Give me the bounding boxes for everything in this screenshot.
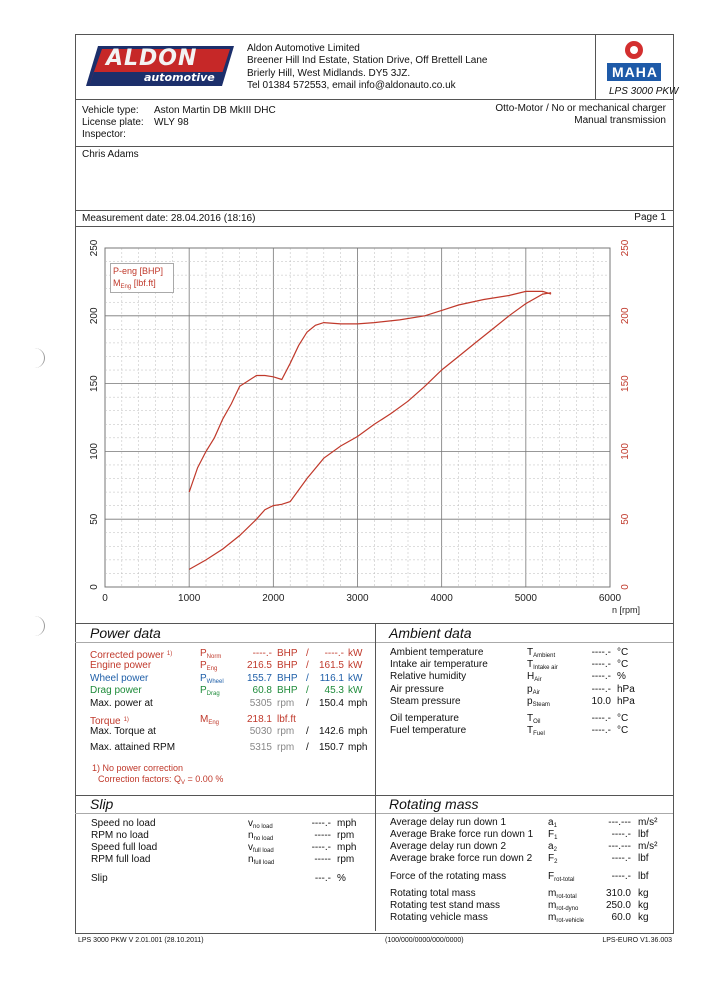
rotating-row-value: 310.0 [605, 888, 631, 899]
rotating-row-symbol-subscript: rot-total [554, 877, 575, 883]
rotating-row-label: Average delay run down 2 [390, 841, 507, 852]
rotating-row-symbol-subscript: 1 [553, 823, 557, 829]
ambient-row-label: Ambient temperature [390, 647, 484, 658]
power-row-unit2: kW [348, 685, 363, 697]
rotating-row-unit: lbf [638, 829, 649, 840]
slip-row-symbol-letter: n [248, 854, 254, 865]
power-row-symbol-letter: P [200, 672, 207, 684]
rotating-row-symbol-letter: F [548, 853, 555, 864]
ambient-row-unit: hPa [617, 684, 635, 695]
rpm-at-value2: 150.7 [318, 742, 344, 753]
power-row-separator: / [306, 697, 309, 709]
ambient-row-unit: hPa [617, 696, 635, 707]
y-tick-label-right: 0 [620, 584, 631, 590]
power-row-value1: 155.7 [246, 672, 272, 684]
y-tick-label-right: 50 [620, 513, 631, 525]
rotating-row-label: Average delay run down 1 [390, 817, 507, 828]
power-row-label: Max. power at [90, 697, 153, 709]
rotating-row-label: Force of the rotating mass [390, 871, 507, 882]
aldon-logo [84, 42, 236, 90]
power-row-unit1: BHP [277, 685, 298, 697]
slip-row-unit: mph [337, 842, 357, 853]
rotating-row-unit: lbf [638, 853, 649, 864]
correction-factors-label: Correction factors: Q [98, 774, 182, 784]
power-row-unit1: rpm [277, 697, 295, 709]
rotating-row-symbol-letter: a [548, 841, 554, 852]
engine-type: Otto-Motor / No or mechanical charger [495, 103, 666, 114]
correction-factors-subscript: V [181, 780, 186, 786]
rotating-row-label: Average brake force run down 2 [390, 853, 533, 864]
slip-row-symbol-letter: n [248, 830, 254, 841]
slip-row-symbol-subscript: full load [253, 848, 274, 854]
y-tick-label-left: 200 [89, 307, 100, 325]
ambient-row-symbol-subscript: Fuel [533, 731, 545, 737]
power-row-label: Drag power [90, 685, 142, 697]
slip-row-symbol [248, 854, 274, 869]
ambient-row-label: Oil temperature [390, 713, 459, 724]
footnote-marker: 1) [166, 651, 173, 657]
license-plate-label: License plate: [82, 117, 144, 128]
y-tick-label-left: 50 [89, 513, 100, 525]
power-row-value2: 45.3 [324, 685, 344, 697]
punch-hole-mark [24, 616, 45, 636]
divider [75, 210, 673, 211]
torque-at-value1: 5030 [249, 726, 272, 737]
power-row-unit2: kW [348, 672, 363, 684]
rotating-row-label: Rotating total mass [390, 888, 476, 899]
power-row-label: Corrected power $^{1)}$ [90, 650, 173, 661]
power-row-symbol-subscript: Norm [206, 654, 222, 660]
y-tick-label-left: 0 [89, 584, 100, 590]
torque-at-unit1: rpm [277, 726, 295, 737]
rotating-row-symbol [548, 912, 584, 927]
rotating-row-label: Average Brake force run down 1 [390, 829, 534, 840]
slip-row-value: ----- [314, 830, 331, 841]
x-tick-label: 5000 [514, 593, 537, 604]
slip-row-symbol-subscript: full load [253, 860, 275, 866]
power-row-unit1: BHP [277, 672, 298, 684]
divider [75, 226, 673, 227]
ambient-row-label: Fuel temperature [390, 725, 467, 736]
slip-row-label: Speed full load [91, 842, 158, 853]
power-row-label: Engine power [90, 660, 152, 672]
power-row-value1: 5305 [249, 697, 272, 709]
torque-at-label: Max. Torque at [90, 726, 156, 737]
slip-row-symbol-letter: v [248, 842, 253, 853]
slip-row-unit: % [337, 873, 346, 884]
ambient-row-value: 10.0 [591, 696, 611, 707]
slip-row-value: ----- [314, 854, 331, 865]
torque-at-unit2: mph [348, 726, 368, 737]
page-number: Page 1 [634, 212, 666, 223]
slip-row-label: RPM full load [91, 854, 151, 865]
ambient-row-unit: °C [617, 725, 629, 736]
ambient-row-label: Relative humidity [390, 671, 467, 682]
torque-symbol-letter: M [200, 714, 209, 725]
rotating-row-value: ---.--- [608, 841, 631, 852]
power-row-symbol-subscript: Drag [206, 691, 220, 698]
logo-name: ALDON [106, 46, 198, 71]
ambient-row-symbol-subscript: Air [532, 690, 540, 696]
divider [75, 813, 673, 814]
correction-note: 1) No power correction [92, 763, 184, 773]
legend-torque-subscript: Eng [120, 284, 132, 290]
slip-row-unit: rpm [337, 830, 355, 841]
footer-euro-version: LPS-EURO V1.36.003 [602, 937, 672, 944]
power-row-symbol-letter: P [200, 648, 207, 659]
rotating-row-symbol-subscript: rot-dyno [556, 906, 579, 912]
ambient-row-symbol-subscript: Air [534, 677, 542, 683]
power-row-unit1: BHP [277, 660, 298, 672]
company-contact: Tel 01384 572553, email info@aldonauto.co.uk [247, 80, 456, 91]
rotating-row-symbol [548, 853, 557, 868]
slip-row-symbol-subscript: no load [253, 836, 274, 842]
divider [75, 623, 673, 624]
footnote-marker: 1) [123, 717, 129, 723]
transmission-type: Manual transmission [574, 115, 666, 126]
ambient-row-unit: % [617, 671, 626, 682]
ambient-row-value: ----.- [591, 659, 611, 670]
inspector-label: Inspector: [82, 129, 126, 140]
ambient-row-symbol-letter: T [527, 659, 534, 670]
rotating-row-unit: kg [638, 900, 649, 911]
slip-row-unit: mph [337, 818, 357, 829]
company-address-line2: Brierly Hill, West Midlands. DY5 3JZ. [247, 68, 411, 79]
power-row-value2: 116.1 [319, 672, 344, 684]
rotating-row-unit: lbf [638, 871, 649, 882]
ambient-data-title: Ambient data [389, 625, 472, 641]
slip-row-value: ----.- [311, 842, 331, 853]
ambient-row-value: ----.- [591, 671, 611, 682]
torque-label: Torque $^{1)}$ [90, 716, 129, 727]
ambient-row-label: Air pressure [390, 684, 444, 695]
rotating-row-symbol-letter: m [548, 900, 557, 911]
slip-row-symbol-letter: v [248, 818, 253, 829]
rotating-row-symbol-subscript: 2 [553, 847, 557, 853]
x-tick-label: 2000 [262, 593, 285, 604]
vehicle-type-value: Aston Martin DB MkIII DHC [154, 105, 276, 116]
rotating-row-value: 250.0 [605, 900, 631, 911]
rotating-row-unit: m/s² [638, 817, 658, 828]
x-tick-label: 6000 [598, 593, 622, 604]
slip-row-label: RPM no load [91, 830, 149, 841]
rotating-row-label: Rotating vehicle mass [390, 912, 488, 923]
power-row-symbol-subscript: Eng [206, 666, 218, 673]
ambient-row-symbol [527, 725, 545, 740]
ambient-row-symbol-letter: p [527, 696, 533, 707]
rotating-row-label: Rotating test stand mass [390, 900, 501, 911]
ambient-row-unit: °C [617, 659, 629, 670]
rotating-row-value: 60.0 [611, 912, 631, 923]
legend-power: P-eng [BHP] [113, 266, 164, 276]
product-name: LPS 3000 PKW [609, 86, 679, 97]
ambient-row-symbol-subscript: Ambient [533, 653, 556, 659]
correction-factors [98, 773, 223, 789]
measurement-date: Measurement date: 28.04.2016 (18:16) [82, 213, 256, 224]
ambient-row-value: ----.- [591, 647, 611, 658]
rotating-row-value: ----.- [611, 829, 631, 840]
power-row-value2: 150.4 [318, 697, 344, 709]
slip-row-value: ----.- [311, 818, 331, 829]
rotating-row-symbol-subscript: 1 [554, 835, 558, 841]
ambient-row-symbol-letter: T [527, 713, 534, 724]
legend-torque-unit: [lbf.ft] [131, 278, 156, 288]
torque-symbol-subscript: Eng [208, 720, 220, 726]
power-row-value1: 60.8 [252, 685, 272, 697]
ambient-row-symbol-letter: p [527, 684, 533, 695]
power-row-symbol-subscript: Wheel [206, 678, 224, 685]
rotating-row-symbol-subscript: 2 [554, 859, 558, 865]
rotating-row-unit: kg [638, 912, 649, 923]
punch-hole-mark [24, 348, 45, 368]
rpm-at-label: Max. attained RPM [90, 742, 176, 753]
rotating-row-symbol-letter: m [548, 888, 557, 899]
correction-factors-value: = 0.00 % [185, 774, 224, 784]
y-tick-label-right: 150 [620, 375, 631, 392]
ambient-row-unit: °C [617, 647, 629, 658]
torque-at-value2: 142.6 [318, 726, 344, 737]
x-tick-label: 0 [102, 593, 108, 604]
rotating-mass-title: Rotating mass [389, 796, 479, 812]
torque-symbol [200, 714, 219, 729]
ambient-row-value: ----.- [591, 725, 611, 736]
x-axis-label: n [rpm] [611, 605, 641, 615]
y-tick-label-left: 100 [89, 443, 100, 460]
power-row-symbol-letter: P [200, 660, 207, 672]
company-name: Aldon Automotive Limited [247, 43, 360, 54]
divider [595, 34, 596, 99]
slip-row-unit: rpm [337, 854, 355, 865]
rotating-row-symbol-letter: m [548, 912, 557, 923]
rpm-at-separator: / [306, 742, 309, 753]
divider [75, 642, 673, 643]
ambient-row-symbol-letter: T [527, 647, 534, 658]
rotating-row-value: ---.--- [608, 817, 631, 828]
power-row-value1: ----.- [252, 648, 272, 659]
legend-torque [113, 277, 156, 293]
divider [75, 146, 673, 147]
vehicle-type-label: Vehicle type: [82, 105, 139, 116]
license-plate-value: WLY 98 [154, 117, 189, 128]
maha-logo [605, 39, 663, 85]
x-tick-label: 1000 [178, 593, 201, 604]
ambient-row-symbol-subscript: Steam [532, 702, 550, 708]
rotating-row-value: ----.- [611, 871, 631, 882]
ambient-row-symbol-letter: H [527, 671, 535, 682]
footer-software-version: LPS 3000 PKW V 2.01.001 (28.10.2011) [78, 937, 204, 944]
rotating-row-symbol-letter: F [548, 829, 555, 840]
power-row-unit2: kW [348, 648, 363, 659]
ambient-row-value: ----.- [591, 684, 611, 695]
rpm-at-value1: 5315 [249, 742, 272, 753]
footer-code: (100/000/0000/000/0000) [385, 937, 464, 944]
rotating-row-symbol-subscript: rot-total [556, 894, 577, 900]
logo-subtitle: automotive [144, 71, 215, 84]
ambient-row-label: Steam pressure [390, 696, 461, 707]
y-tick-label-right: 200 [620, 307, 631, 325]
power-row-separator: / [306, 672, 309, 684]
divider [375, 623, 376, 931]
power-row-separator: / [306, 685, 309, 697]
ambient-row-symbol [527, 696, 550, 711]
rotating-row-unit: kg [638, 888, 649, 899]
company-address-line1: Breener Hill Ind Estate, Station Drive, Off Brettell Lane [247, 55, 488, 66]
power-row-label: Wheel power [90, 672, 149, 684]
rotating-row-symbol-letter: F [548, 871, 555, 882]
ambient-row-unit: °C [617, 713, 629, 724]
torque-at-separator: / [306, 726, 309, 737]
slip-row-value: ---.- [314, 873, 331, 884]
power-row-unit2: mph [348, 697, 368, 709]
rotating-row-value: ----.- [611, 853, 631, 864]
x-tick-label: 3000 [346, 593, 369, 604]
ambient-row-symbol-letter: T [527, 725, 534, 736]
divider [75, 99, 673, 100]
rotating-row-symbol-subscript: rot-vehicle [556, 918, 585, 924]
customer-name: Chris Adams [82, 149, 139, 160]
power-row-value1: 216.5 [246, 660, 272, 672]
rpm-at-unit2: mph [348, 742, 368, 753]
power-row-symbol-letter: P [200, 685, 207, 697]
y-tick-label-right: 100 [620, 443, 631, 460]
rotating-row-symbol-letter: a [548, 817, 554, 828]
rotating-row-symbol [548, 871, 574, 886]
legend-torque-symbol: M [113, 278, 121, 288]
power-row-value2: 161.5 [318, 660, 344, 672]
rpm-at-unit1: rpm [277, 742, 295, 753]
power-row-separator: / [306, 648, 309, 659]
power-row-unit2: kW [348, 660, 363, 672]
slip-row-symbol-subscript: no load [253, 824, 273, 830]
divider [75, 795, 673, 796]
ambient-row-value: ----.- [591, 713, 611, 724]
ambient-row-symbol-subscript: Oil [533, 719, 541, 725]
y-tick-label-left: 250 [89, 239, 100, 257]
y-tick-label-left: 150 [89, 375, 100, 392]
power-row-separator: / [306, 660, 309, 672]
torque-value: 218.1 [246, 714, 272, 725]
x-tick-label: 4000 [430, 593, 453, 604]
power-row-unit1: BHP [277, 648, 298, 659]
slip-row-label: Slip [91, 873, 108, 884]
power-row-value2: ----.- [324, 648, 344, 659]
maha-wordmark: MAHA [612, 64, 658, 80]
ambient-row-symbol-subscript: Intake air [533, 665, 558, 671]
slip-row-label: Speed no load [91, 818, 156, 829]
y-tick-label-right: 250 [620, 239, 631, 257]
ambient-row-label: Intake air temperature [390, 659, 488, 670]
torque-unit: lbf.ft [277, 714, 296, 725]
power-data-title: Power data [90, 625, 161, 641]
power-row-symbol [200, 685, 220, 700]
slip-title: Slip [90, 796, 114, 812]
rotating-row-unit: m/s² [638, 841, 658, 852]
